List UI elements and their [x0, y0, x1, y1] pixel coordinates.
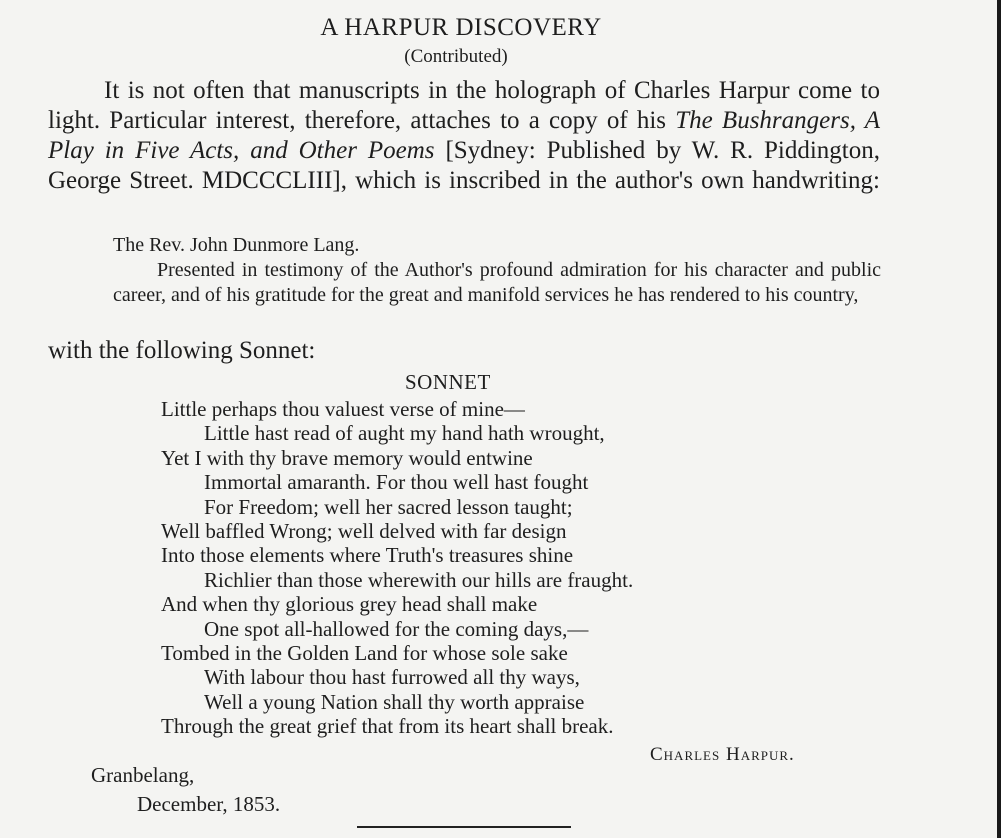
closing-rule: [357, 826, 571, 828]
sonnet-line: Immortal amaranth. For thou well hast fought: [204, 470, 589, 495]
sonnet-line: Well baffled Wrong; well delved with far design: [161, 519, 567, 544]
article-title: A HARPUR DISCOVERY: [320, 14, 602, 41]
book-title: The Bushrangers, A Play in Five Acts, and Other Poems: [48, 107, 880, 164]
sonnet-line: Into those elements where Truth's treasures shine: [161, 543, 574, 568]
sonnet-line: Tombed in the Golden Land for whose sole sake: [161, 641, 568, 666]
sonnet-line: And when thy glorious grey head shall make: [161, 592, 538, 617]
sonnet-line: Little hast read of aught my hand hath wrought,: [204, 421, 605, 446]
sonnet-line: Little perhaps thou valuest verse of mine—: [161, 397, 525, 421]
sonnet-line: Well a young Nation shall thy worth appraise: [204, 689, 585, 714]
article-subtitle: (Contributed): [404, 46, 508, 67]
intro-imprint: [Sydney: Published by W. R. Piddington, George Street. MDCCCLIII], which is inscribed in the author's own handwriting:: [48, 137, 880, 194]
place-line: Granbelang,: [91, 763, 195, 787]
author-signature: Charles Harpur.: [650, 744, 795, 765]
page-edge: [997, 0, 1001, 838]
inscription-addressee: The Rev. John Dunmore Lang.: [113, 234, 360, 256]
intro-paragraph: [48, 76, 880, 196]
intro-lead: It is not often that manuscripts in the holograph of Charles Harpur come to light. Particular interest, therefore, attaches to a copy of his: [48, 77, 880, 134]
inscription-dedication: Presented in testimony of the Author's profound admiration for his character and public career, and of his gratitude for the great and manifold services he has rendered to his country,: [113, 259, 881, 306]
sonnet-line: With labour thou hast furrowed all thy ways,: [204, 665, 580, 690]
sonnet-line: Through the great grief that from its heart shall break.: [161, 714, 614, 739]
sonnet-line: Yet I with thy brave memory would entwine: [161, 445, 533, 470]
sonnet-body: [161, 397, 861, 739]
sonnet-line: One spot all-hallowed for the coming days,—: [204, 616, 589, 641]
sonnet-line: For Freedom; well her sacred lesson taught;: [204, 494, 573, 519]
sonnet-title: SONNET: [405, 370, 491, 394]
inscription: [113, 233, 881, 308]
date-line: December, 1853.: [137, 792, 281, 816]
sonnet-line: Richlier than those wherewith our hills are fraught.: [204, 567, 634, 592]
following-text: with the following Sonnet:: [48, 337, 316, 364]
